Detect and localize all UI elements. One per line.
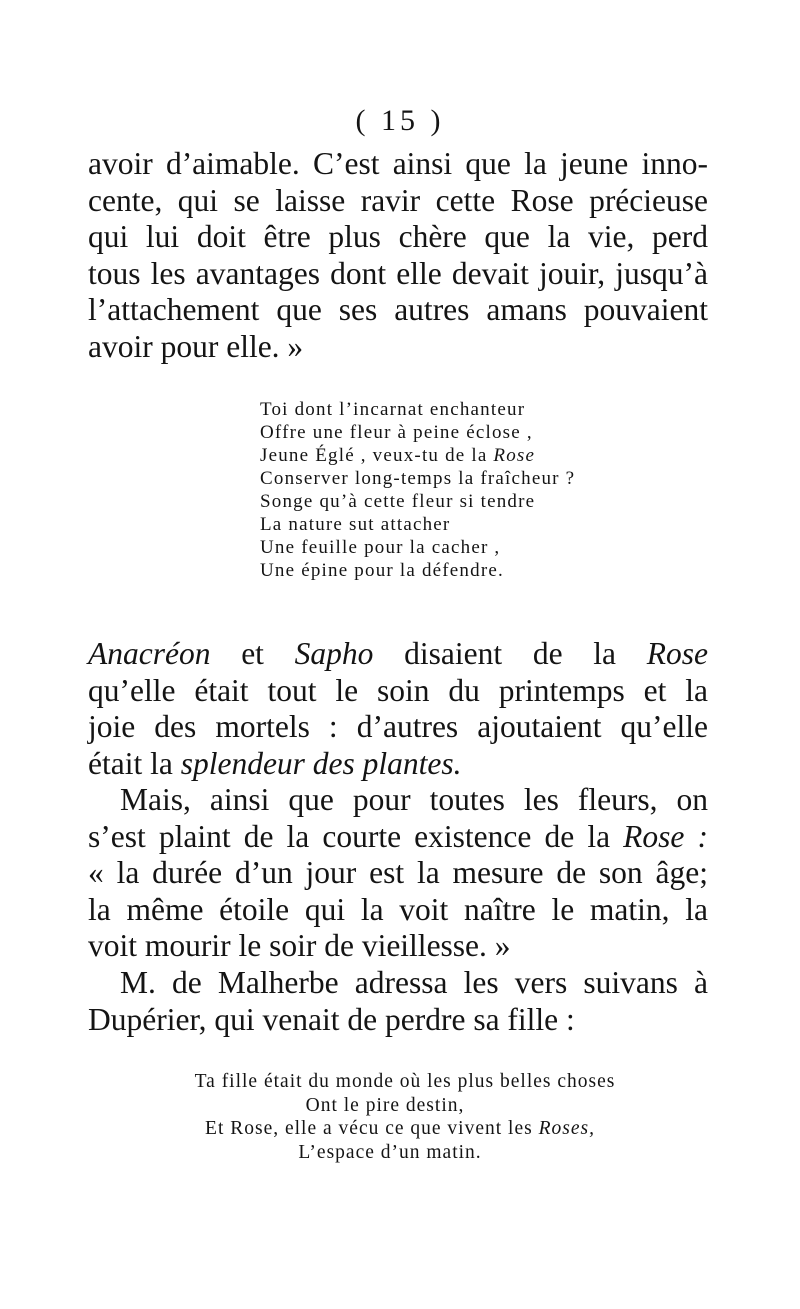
verse-text: Et Rose, elle a vécu ce que vivent les — [205, 1118, 539, 1139]
text-line: l’attachement que ses autres amans pouvaient — [88, 292, 708, 327]
text-line — [88, 746, 708, 783]
italic-word: Rose — [646, 636, 708, 671]
text-line: Dupérier, qui venait de perdre sa fille : — [88, 1001, 575, 1037]
text-line: qui lui doit être plus chère que la vie, perd — [88, 219, 708, 254]
verse-text: Jeune Églé , veux-tu de la — [260, 445, 494, 466]
paragraph-1 — [88, 146, 708, 365]
text-line: tous les avantages dont elle devait jouir, jusqu’à — [88, 255, 708, 291]
verse-line — [0, 1117, 800, 1141]
verse-line: Une épine pour la défendre. — [260, 560, 504, 581]
verse-italic: Rose — [493, 445, 536, 466]
text-segment: s’est plaint de la courte existence de la — [88, 818, 624, 854]
text-segment: disaient de la — [373, 636, 647, 671]
verse-line: Ta fille était du monde où les plus belles choses — [194, 1071, 616, 1092]
verse-line: Toi dont l’incarnat enchanteur — [260, 399, 526, 420]
text-segment: était la — [88, 745, 181, 781]
italic-word: Rose : — [623, 818, 708, 854]
text-line: « la durée d’un jour est la mesure de son âge; — [88, 855, 708, 890]
verse-line: La nature sut attacher — [260, 514, 451, 535]
verse-italic: Roses, — [538, 1118, 595, 1139]
text-line: voit mourir le soir de vieillesse. » — [88, 928, 511, 963]
text-line: avoir d’aimable. C’est ainsi que la jeune inno- — [88, 146, 708, 181]
text-line: joie des mortels : d’autres ajoutaient qu’elle — [88, 709, 708, 744]
text-line: qu’elle était tout le soin du printemps et la — [88, 672, 708, 708]
verse-line: Songe qu’à cette fleur si tendre — [260, 491, 536, 512]
text-line: M. de Malherbe adressa les vers suivans à — [120, 965, 708, 1000]
text-line — [88, 819, 708, 856]
paragraph-2 — [88, 636, 708, 782]
italic-name: Anacréon — [88, 636, 211, 671]
text-line: Mais, ainsi que pour toutes les fleurs, on — [120, 782, 708, 817]
italic-phrase: splendeur des plantes. — [180, 745, 462, 781]
verse-line — [260, 444, 575, 467]
poem-1 — [260, 398, 575, 582]
verse-line: Ont le pire destin, — [305, 1094, 465, 1116]
poem-2 — [0, 1070, 800, 1164]
italic-name: Sapho — [294, 636, 374, 671]
verse-line: Offre une fleur à peine éclose , — [260, 422, 533, 443]
text-segment: et — [210, 636, 295, 671]
page-number: ( 15 ) — [355, 104, 445, 137]
paragraph-3 — [88, 782, 708, 965]
paragraph-4 — [88, 965, 708, 1038]
verse-line: Une feuille pour la cacher , — [260, 537, 501, 558]
verse-line: Conserver long-temps la fraîcheur ? — [260, 468, 576, 489]
text-line: cente, qui se laisse ravir cette Rose précieuse — [88, 182, 708, 218]
verse-line: L’espace d’un matin. — [298, 1141, 482, 1163]
text-line: avoir pour elle. » — [88, 328, 304, 364]
text-line: la même étoile qui la voit naître le matin, la — [88, 891, 708, 927]
text-line — [88, 636, 708, 673]
